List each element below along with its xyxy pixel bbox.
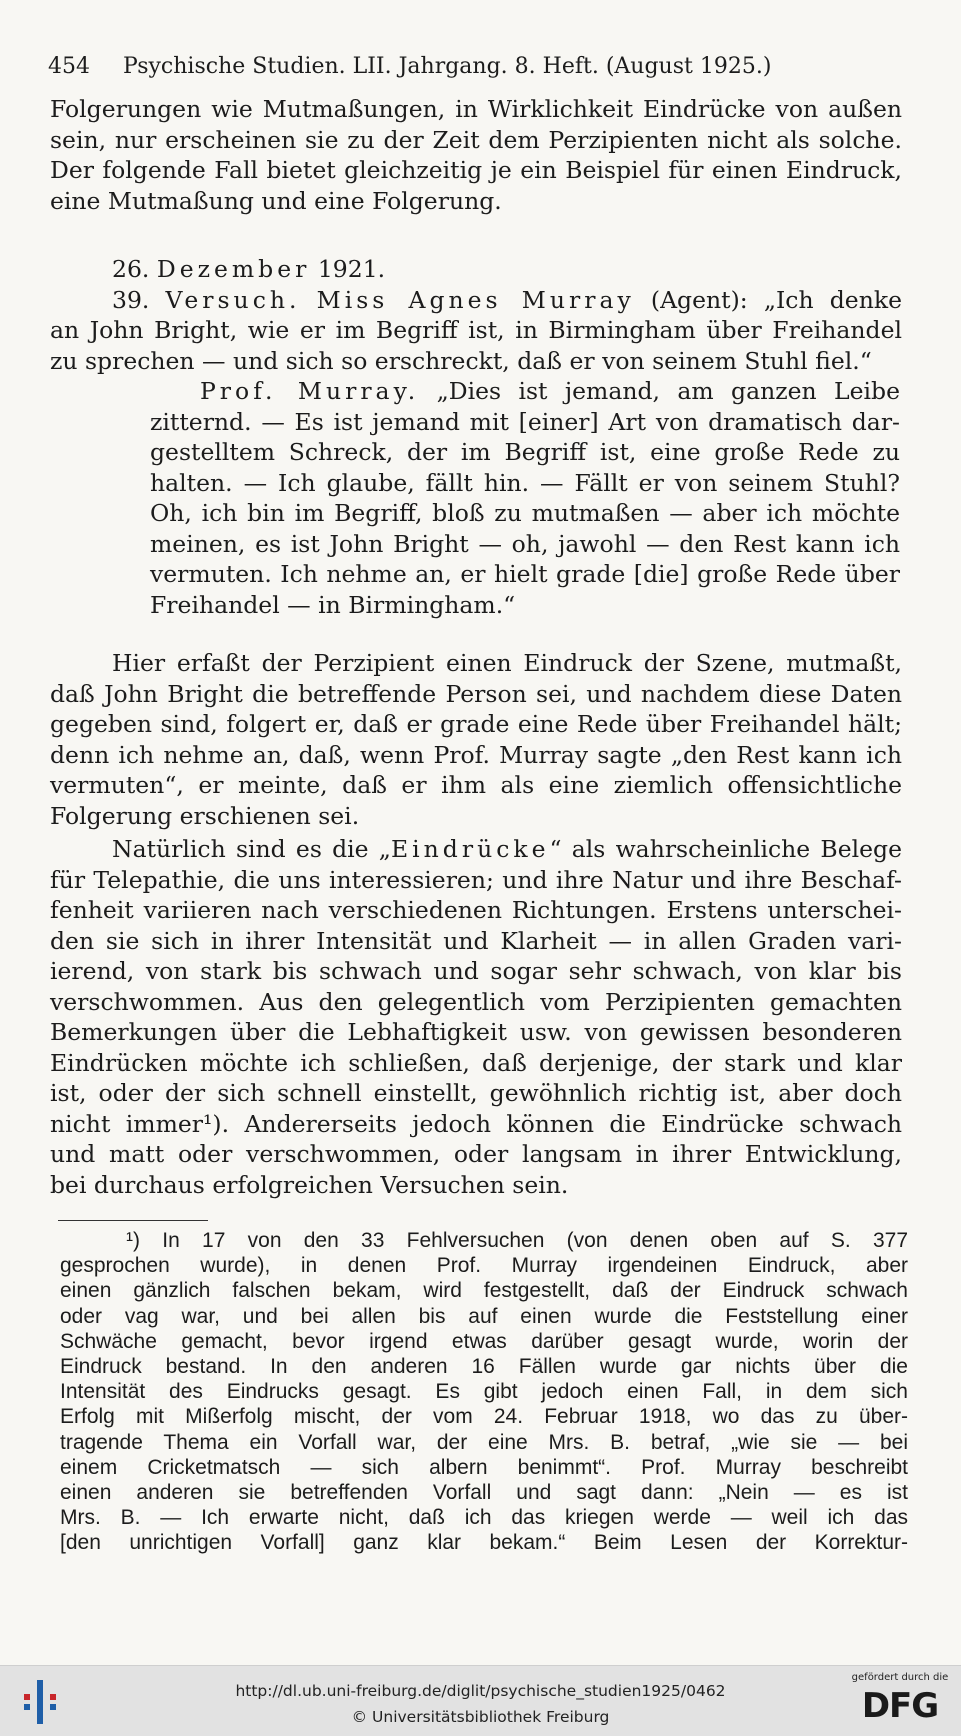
footnote-line: einem Cricketmatsch — sich albern benimmt“. Prof. Murray beschreibt (60, 1455, 908, 1479)
text-line: halten. — Ich glaube, fällt hin. — Fällt er von seinem Stuhl? (150, 468, 900, 497)
experiment-block (50, 254, 902, 376)
agent-name: Miss Agnes Murray (316, 285, 635, 314)
text-line: den sie sich in ihrer Intensität und Klarheit — in allen Graden vari- (50, 926, 902, 955)
footnote-divider (58, 1220, 208, 1221)
text-line: Folgerungen wie Mutmaßungen, in Wirklichkeit Eindrücke von außen (50, 95, 902, 123)
copyright-text: © Universitätsbibliothek Freiburg (351, 1708, 610, 1726)
experiment-label: Versuch. (165, 285, 301, 314)
text-line: eine Mutmaßung und eine Folgerung. (50, 186, 502, 215)
text-line: fenheit variieren nach verschiedenen Richtungen. Erstens unterschei- (50, 896, 902, 924)
text-line: vermuten. Ich nehme an, er hielt grade [die] große Rede über (150, 560, 900, 588)
text-line: Hier erfaßt der Perzipient einen Eindruck der Szene, mutmaßt, (112, 649, 902, 677)
text-line: zu sprechen — und sich so erschreckt, daß er von seinem Stuhl fiel.“ (50, 346, 872, 375)
text-line: vermuten“, er meinte, daß er ihm als eine ziemlich offensichtliche (50, 771, 902, 799)
date-year: 1921. (317, 255, 386, 283)
text-line: Bemerkungen über die Lebhaftigkeit usw. von gewissen besonderen (50, 1018, 902, 1046)
text-fragment: “ als wahrscheinliche Belege (549, 835, 902, 863)
text-fragment: Natürlich sind es die „ (112, 835, 391, 863)
dfg-logo-text: DFG (861, 1686, 939, 1726)
footnote-line: einen gänzlich falschen bekam, wird festgestellt, daß der Eindruck schwach (60, 1279, 908, 1303)
text-line: nicht immer¹). Andererseits jedoch können die Eindrücke schwach (50, 1109, 902, 1138)
date-month: Dezember (156, 255, 311, 283)
text-fragment: (Agent): „Ich denke (650, 285, 902, 314)
footnote-line: Intensität des Eindrucks gesagt. Es gibt jedoch einen Fall, in dem sich (60, 1380, 908, 1404)
footnote-line: Mrs. B. — Ich erwarte nicht, daß ich das kriegen werde — weil ich das (60, 1506, 908, 1530)
date-day: 26. (112, 255, 150, 283)
footnote-line: Erfolg mit Mißerfolg mischt, der vom 24. Februar 1918, wo das zu über- (60, 1405, 908, 1429)
paragraph-1 (50, 94, 902, 216)
text-line: an John Bright, wie er im Begriff ist, in Birmingham über Freihandel (50, 316, 902, 344)
text-line: daß John Bright die betreffende Person sei, und nachdem diese Daten (50, 679, 902, 708)
text-line: sein, nur erscheinen sie zu der Zeit dem Perzipienten nicht als solche. (50, 125, 902, 154)
speaker-name: Prof. Murray. (200, 377, 420, 405)
text-line: ierend, von stark bis schwach und sogar sehr schwach, von klar bis (50, 957, 902, 985)
footnote-line: [den unrichtigen Vorfall] ganz klar bekam.“ Beim Lesen der Korrektur- (60, 1531, 908, 1555)
text-fragment: „Dies ist jemand, am ganzen Leibe (436, 377, 900, 405)
experiment-heading (50, 285, 902, 316)
quoted-response (150, 376, 900, 620)
quote-first-line (150, 376, 900, 407)
footnote-line: Schwäche gemacht, bevor irgend etwas darüber gesagt wurde, worin der (60, 1329, 908, 1353)
footnote-line: Eindruck bestand. In den anderen 16 Fällen wurde gar nichts über die (60, 1355, 908, 1379)
date-line (50, 254, 902, 285)
footnote-line: ¹) In 17 von den 33 Fehlversuchen (von denen oben auf S. 377 (126, 1229, 908, 1252)
footnote-line: einen anderen sie betreffenden Vorfall und sagt dann: „Nein — es ist (60, 1481, 908, 1505)
experiment-number: 39. (112, 285, 150, 314)
source-url-link[interactable]: http://dl.ub.uni-freiburg.de/diglit/psychische_studien1925/0462 (235, 1682, 726, 1700)
footnote (60, 1228, 908, 1556)
emphasized-word: Eindrücke (390, 835, 550, 863)
text-line: bei durchaus erfolgreichen Versuchen sein. (50, 1170, 569, 1199)
text-line: Freihandel — in Birmingham.“ (150, 590, 516, 619)
text-line: Oh, ich bin im Begriff, bloß zu mutmaßen — aber ich möchte (150, 499, 900, 527)
text-line: zitternd. — Es ist jemand mit [einer] Art von dramatisch dar- (150, 407, 900, 436)
text-line: verschwommen. Aus den gelegentlich vom Perzipienten gemachten (50, 987, 902, 1016)
running-title: Psychische Studien. LII. Jahrgang. 8. Heft. (August 1925.) (123, 54, 772, 79)
paragraph-2 (50, 648, 902, 831)
footnote-line: oder vag war, und bei allen bis auf einen wurde die Feststellung einer (60, 1304, 908, 1328)
page-number: 454 (48, 54, 90, 79)
text-line: Der folgende Fall bietet gleichzeitig je ein Beispiel für einen Eindruck, (50, 156, 902, 184)
text-line: gestelltem Schreck, der im Begriff ist, eine große Rede zu (150, 438, 900, 466)
text-line (50, 834, 902, 865)
footnote-line: gesprochen wurde), in denen Prof. Murray irgendeinen Eindruck, aber (60, 1254, 908, 1278)
text-line: meinen, es ist John Bright — oh, jawohl — den Rest kann ich (150, 529, 900, 558)
text-line: gegeben sind, folgert er, daß er grade eine Rede über Freihandel hält; (50, 710, 902, 738)
paragraph-3 (50, 834, 902, 1200)
text-line: denn ich nehme an, daß, wenn Prof. Murray sagte „den Rest kann ich (50, 740, 902, 769)
text-line: Eindrücken möchte ich schließen, daß derjenige, der stark und klar (50, 1048, 902, 1077)
text-line: ist, oder der sich schnell einstellt, gewöhnlich richtig ist, aber doch (50, 1079, 902, 1107)
footnote-line: tragende Thema ein Vorfall war, der eine Mrs. B. betraf, „wie sie — bei (60, 1430, 908, 1454)
text-line: und matt oder verschwommen, oder langsam in ihrer Entwicklung, (50, 1140, 902, 1168)
viewer-footer-bar (0, 1665, 961, 1736)
dfg-sponsor-logo (846, 1672, 954, 1732)
text-line: Folgerung erschienen sei. (50, 801, 360, 830)
sponsor-text: gefördert durch die (851, 1672, 949, 1683)
page-header (48, 54, 908, 79)
text-line: für Telepathie, die uns interessieren; und ihre Natur und ihre Beschaf- (50, 865, 902, 894)
